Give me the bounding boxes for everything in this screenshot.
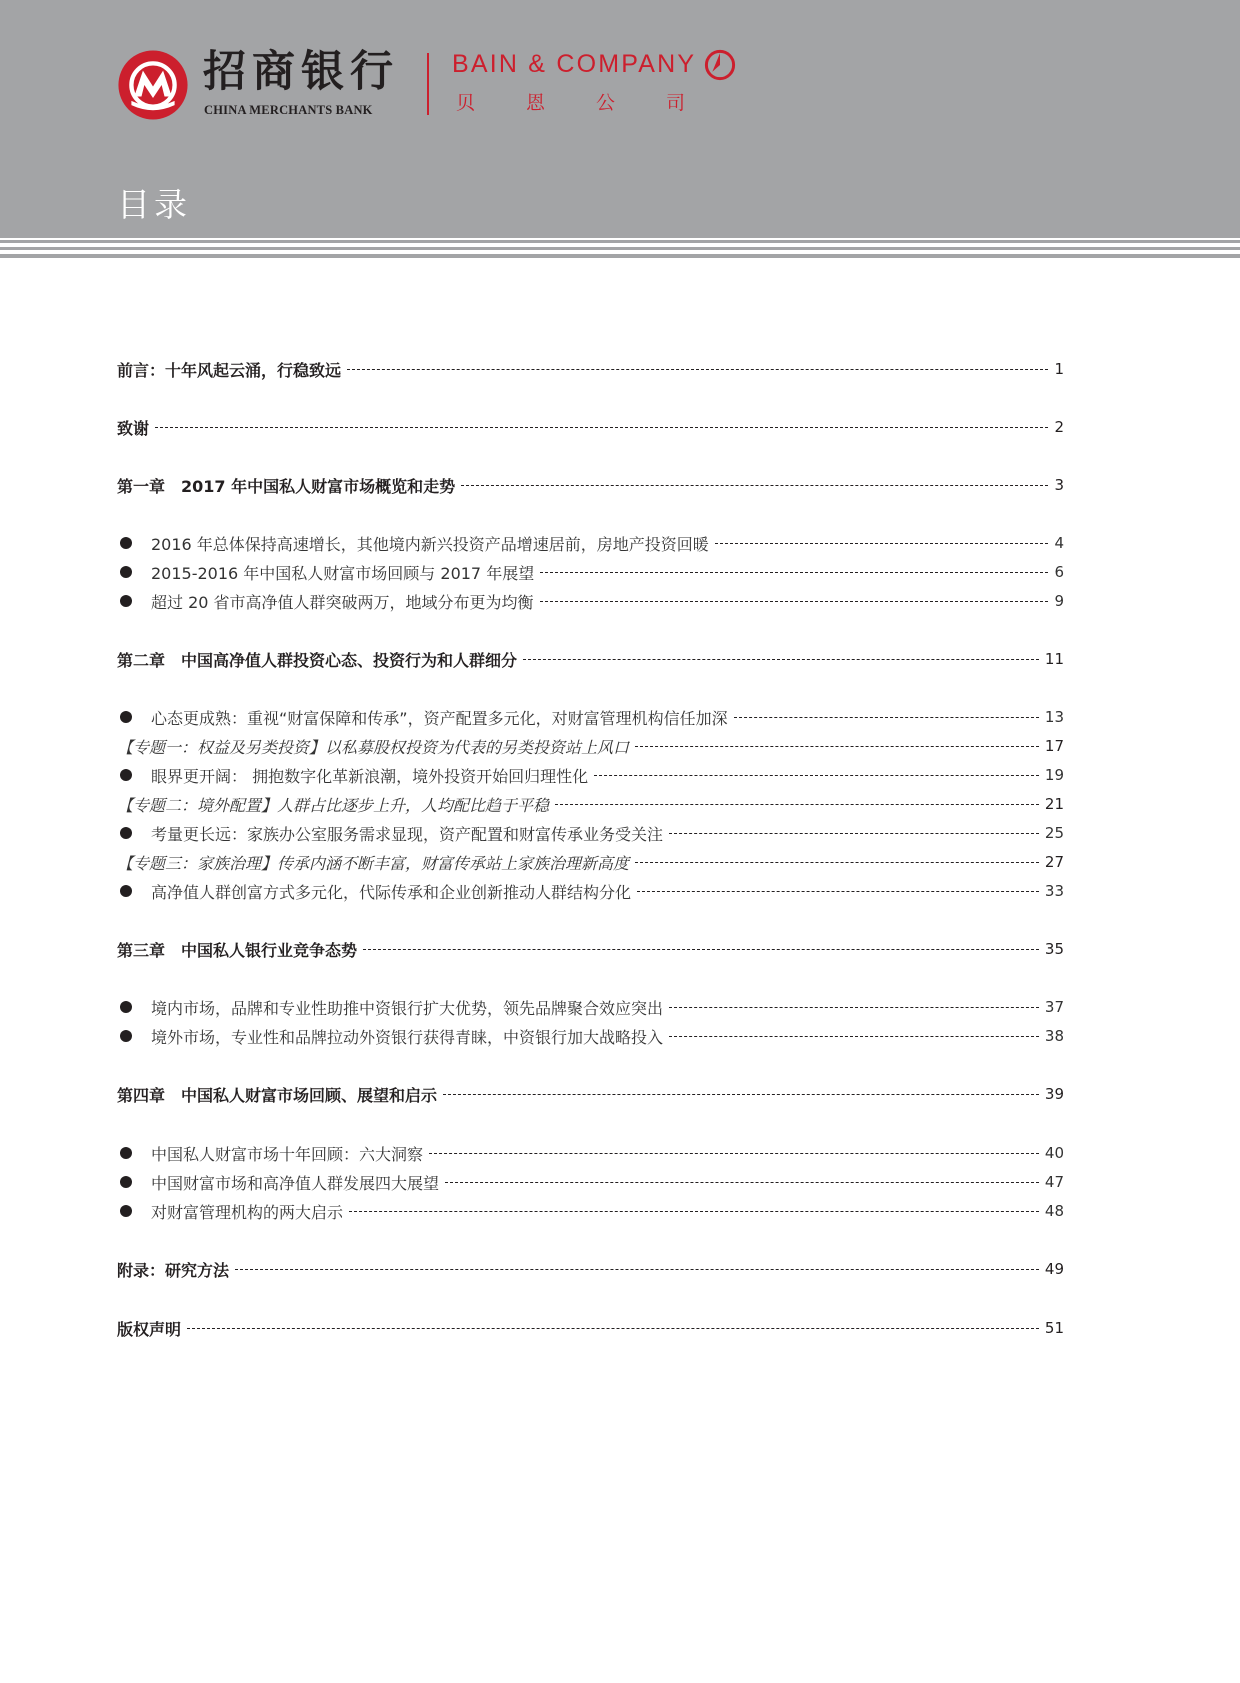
dotted-leader <box>445 1182 1039 1183</box>
dotted-leader <box>155 427 1048 428</box>
toc-entry-preface[interactable] <box>117 358 1064 380</box>
dotted-leader <box>635 862 1039 863</box>
dotted-leader <box>187 1328 1039 1329</box>
bullet-icon <box>120 1176 132 1188</box>
toc-entry-copyright[interactable] <box>117 1317 1064 1339</box>
bullet-icon <box>120 711 132 723</box>
toc-page-number: 37 <box>1044 998 1064 1016</box>
toc-entry-section[interactable] <box>117 706 1064 728</box>
bullet-icon <box>120 885 132 897</box>
toc-entry-special-topic[interactable] <box>117 851 1064 873</box>
toc-entry-chapter-4[interactable] <box>117 1083 1064 1105</box>
toc-page-number: 13 <box>1044 708 1064 726</box>
toc-label: 对财富管理机构的两大启示 <box>151 1202 344 1222</box>
toc-entry-acknowledgements[interactable] <box>117 416 1064 438</box>
toc-entry-section[interactable] <box>117 532 1064 554</box>
toc-label: 高净值人群创富方式多元化，代际传承和企业创新推动人群结构分化 <box>151 882 632 902</box>
toc-label: 境外市场，专业性和品牌拉动外资银行获得青睐，中资银行加大战略投入 <box>151 1027 664 1047</box>
dotted-leader <box>461 485 1048 486</box>
toc-entry-section[interactable] <box>117 590 1064 612</box>
toc-page-number: 35 <box>1044 940 1064 958</box>
toc-label: 第四章 中国私人财富市场回顾、展望和启示 <box>117 1085 438 1105</box>
toc-entry-chapter-3[interactable] <box>117 938 1064 960</box>
dotted-leader <box>429 1153 1039 1154</box>
page-title: 目录 <box>117 185 191 224</box>
toc-label: 致谢 <box>117 418 150 438</box>
dotted-leader <box>363 949 1039 950</box>
toc-label: 中国财富市场和高净值人群发展四大展望 <box>151 1173 440 1193</box>
toc-label: 附录：研究方法 <box>117 1260 230 1280</box>
toc-entry-section[interactable] <box>117 561 1064 583</box>
bullet-icon <box>120 566 132 578</box>
logo-divider <box>427 53 429 115</box>
toc-label: 【专题二：境外配置】人群占比逐步上升，人均配比趋于平稳 <box>117 795 550 815</box>
bank-name-cn: 招商银行 <box>203 47 399 97</box>
toc-label: 考量更长远：家族办公室服务需求显现，资产配置和财富传承业务受关注 <box>151 824 664 844</box>
header-stripe-3 <box>0 254 1240 258</box>
toc-page-number: 51 <box>1044 1319 1064 1337</box>
toc-label: 【专题一：权益及另类投资】以私募股权投资为代表的另类投资站上风口 <box>117 737 630 757</box>
toc-entry-special-topic[interactable] <box>117 793 1064 815</box>
bullet-icon <box>120 1147 132 1159</box>
partner-name-cn: 贝恩公司 <box>456 92 737 114</box>
toc-page-number: 38 <box>1044 1027 1064 1045</box>
toc-page-number: 6 <box>1054 563 1064 581</box>
dotted-leader <box>715 543 1049 544</box>
toc-label: 【专题三：家族治理】传承内涵不断丰富，财富传承站上家族治理新高度 <box>117 853 630 873</box>
bain-logo-icon <box>703 48 737 82</box>
toc-entry-section[interactable] <box>117 1025 1064 1047</box>
toc-entry-chapter-2[interactable] <box>117 648 1064 670</box>
toc-entry-section[interactable] <box>117 764 1064 786</box>
bullet-icon <box>120 1001 132 1013</box>
dotted-leader <box>669 833 1039 834</box>
toc-page-number: 48 <box>1044 1202 1064 1220</box>
dotted-leader <box>540 601 1049 602</box>
bullet-icon <box>120 595 132 607</box>
toc-page-number: 25 <box>1044 824 1064 842</box>
toc-entry-appendix[interactable] <box>117 1258 1064 1280</box>
dotted-leader <box>349 1211 1039 1212</box>
dotted-leader <box>555 804 1039 805</box>
toc-label: 超过 20 省市高净值人群突破两万，地域分布更为均衡 <box>151 592 534 612</box>
toc-page-number: 49 <box>1044 1260 1064 1278</box>
toc-page-number: 17 <box>1044 737 1064 755</box>
toc-label: 境内市场，品牌和专业性助推中资银行扩大优势，领先品牌聚合效应突出 <box>151 998 664 1018</box>
toc-label: 心态更成熟：重视“财富保障和传承”，资产配置多元化，对财富管理机构信任加深 <box>151 708 728 728</box>
dotted-leader <box>540 572 1048 573</box>
toc-page-number: 19 <box>1044 766 1064 784</box>
dotted-leader <box>443 1094 1039 1095</box>
toc-page-number: 27 <box>1044 853 1064 871</box>
header-stripe-1 <box>0 240 1240 243</box>
toc-page-number: 4 <box>1054 534 1064 552</box>
toc-page-number: 21 <box>1044 795 1064 813</box>
bullet-icon <box>120 827 132 839</box>
dotted-leader <box>347 369 1048 370</box>
bullet-icon <box>120 1205 132 1217</box>
dotted-leader <box>235 1269 1039 1270</box>
toc-label: 2015-2016 年中国私人财富市场回顾与 2017 年展望 <box>151 563 535 583</box>
partner-name-en: BAIN & COMPANY <box>452 50 697 78</box>
toc-entry-section[interactable] <box>117 822 1064 844</box>
toc-label: 版权声明 <box>117 1319 182 1339</box>
toc-page-number: 9 <box>1054 592 1064 610</box>
dotted-leader <box>669 1036 1039 1037</box>
dotted-leader <box>734 717 1039 718</box>
toc-page-number: 1 <box>1054 360 1064 378</box>
toc-label: 前言：十年风起云涌，行稳致远 <box>117 360 342 380</box>
toc-entry-section[interactable] <box>117 1142 1064 1164</box>
toc-entry-section[interactable] <box>117 1171 1064 1193</box>
toc-page-number: 11 <box>1044 650 1064 668</box>
toc-page-number: 2 <box>1054 418 1064 436</box>
toc-entry-special-topic[interactable] <box>117 735 1064 757</box>
toc-page-number: 3 <box>1054 476 1064 494</box>
toc-entry-section[interactable] <box>117 880 1064 902</box>
toc-entry-section[interactable] <box>117 996 1064 1018</box>
toc-label: 第二章 中国高净值人群投资心态、投资行为和人群细分 <box>117 650 518 670</box>
dotted-leader <box>635 746 1039 747</box>
toc-page-number: 40 <box>1044 1144 1064 1162</box>
dotted-leader <box>637 891 1039 892</box>
toc-entry-chapter-1[interactable] <box>117 474 1064 496</box>
toc-page-number: 39 <box>1044 1085 1064 1103</box>
bullet-icon <box>120 537 132 549</box>
dotted-leader <box>669 1007 1039 1008</box>
toc-entry-section[interactable] <box>117 1200 1064 1222</box>
bullet-icon <box>120 1030 132 1042</box>
toc-page-number: 47 <box>1044 1173 1064 1191</box>
header-stripe-2 <box>0 247 1240 250</box>
toc-label: 第一章 2017 年中国私人财富市场概览和走势 <box>117 476 456 496</box>
toc-page-number: 33 <box>1044 882 1064 900</box>
cmb-logo-icon <box>117 49 189 121</box>
toc-label: 第三章 中国私人银行业竞争态势 <box>117 940 358 960</box>
bank-name-en: CHINA MERCHANTS BANK <box>204 103 373 117</box>
dotted-leader <box>523 659 1039 660</box>
toc-label: 2016 年总体保持高速增长，其他境内新兴投资产品增速居前，房地产投资回暖 <box>151 534 709 554</box>
toc-label: 眼界更开阔： 拥抱数字化革新浪潮，境外投资开始回归理性化 <box>151 766 589 786</box>
bullet-icon <box>120 769 132 781</box>
toc-label: 中国私人财富市场十年回顾：六大洞察 <box>151 1144 424 1164</box>
dotted-leader <box>594 775 1039 776</box>
